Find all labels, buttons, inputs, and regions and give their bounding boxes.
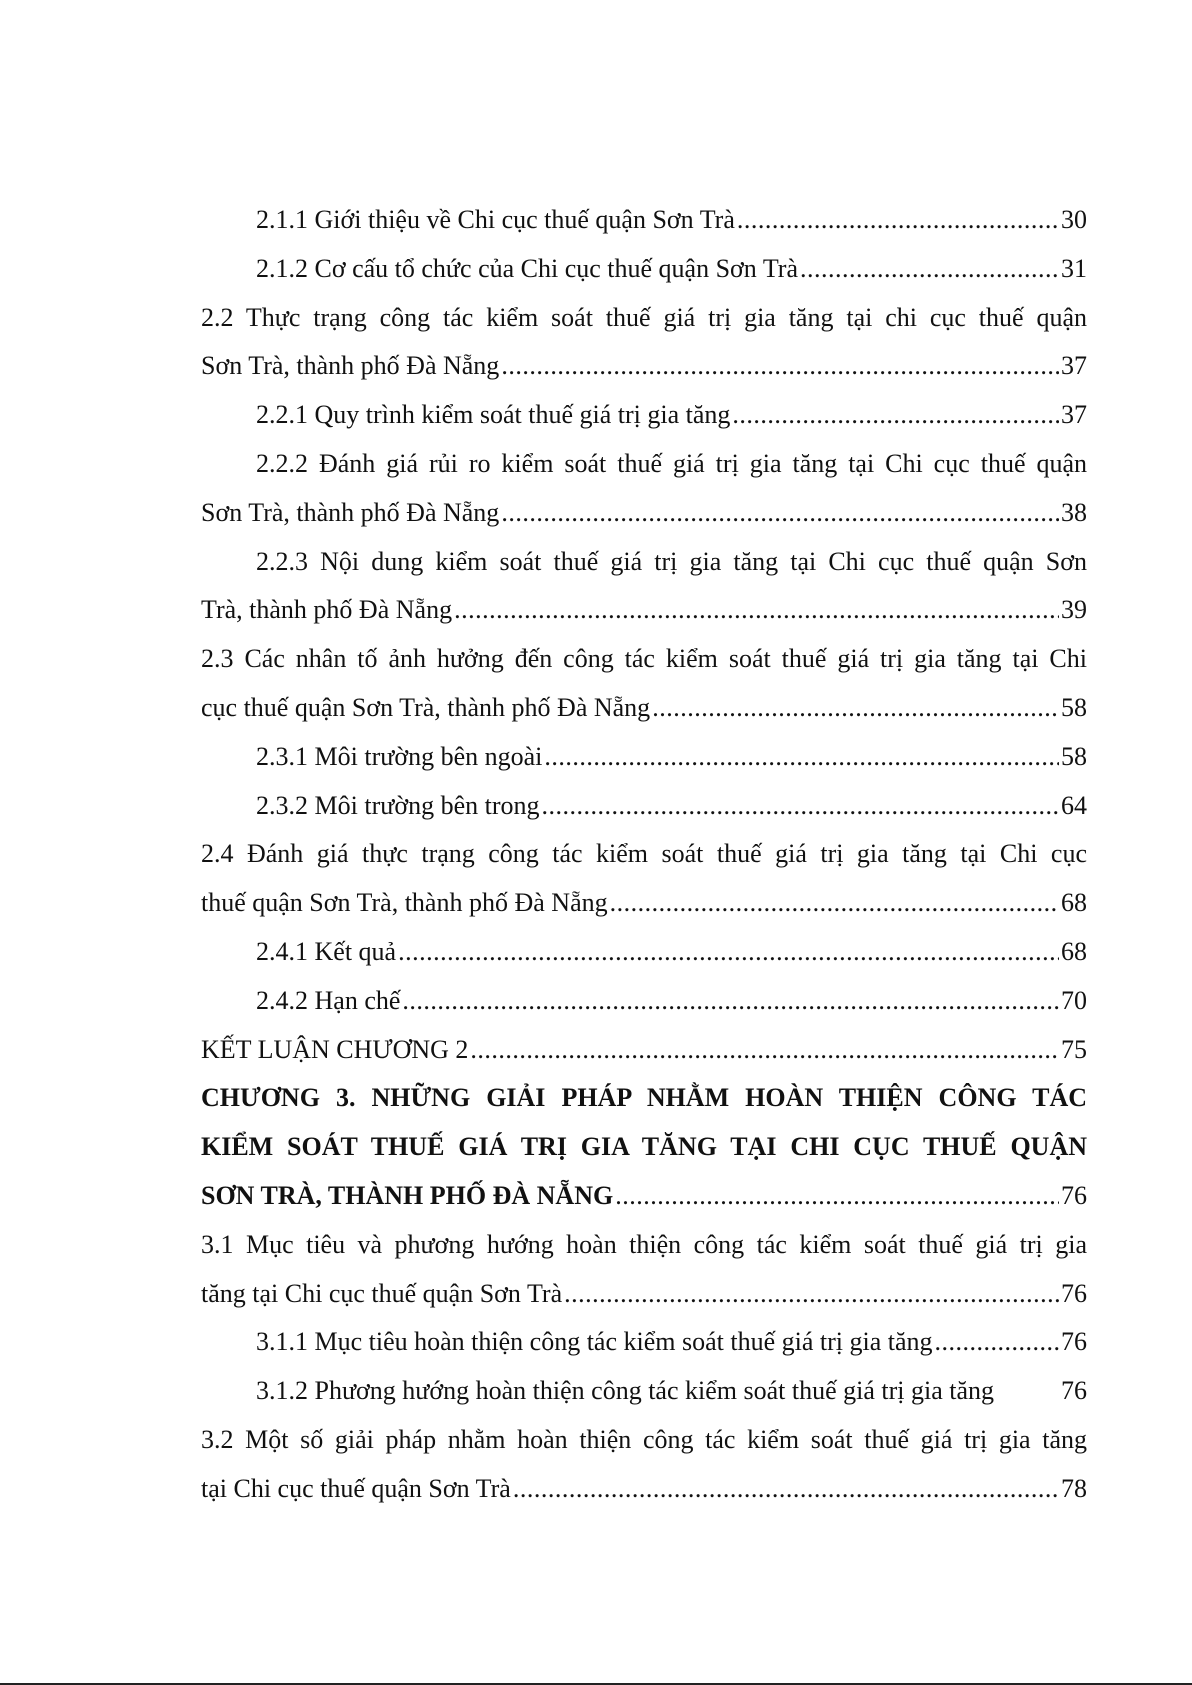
dot-leader (935, 1318, 1059, 1367)
dot-leader (501, 342, 1059, 391)
toc-entry-title-line-2: tăng tại Chi cục thuế quận Sơn Trà (201, 1278, 563, 1308)
toc-entry-2-2-3[interactable] (201, 538, 1087, 636)
toc-page-number: 64 (1061, 790, 1087, 820)
toc-page-number: 76 (1061, 1180, 1087, 1210)
toc-entry-2-3[interactable] (201, 635, 1087, 733)
dot-leader (615, 1172, 1059, 1221)
dot-leader (454, 586, 1059, 635)
toc-entry-title: 2.2.1 Quy trình kiểm soát thuế giá trị gia tăng (256, 400, 731, 430)
toc-page-number: 37 (1061, 400, 1087, 430)
dot-leader (610, 879, 1059, 928)
dot-leader (652, 684, 1059, 733)
toc-entry-title: 2.1.2 Cơ cấu tổ chức của Chi cục thuế quận Sơn Trà (256, 253, 799, 283)
toc-page-number: 75 (1061, 1034, 1087, 1064)
toc-page-number: 76 (1061, 1376, 1087, 1406)
dot-leader (398, 928, 1059, 977)
toc-entry-title: 3.1.2 Phương hướng hoàn thiện công tác kiểm soát thuế giá trị gia tăng (256, 1376, 995, 1406)
dot-leader (564, 1270, 1059, 1319)
toc-entry-3-1-2[interactable] (201, 1367, 1087, 1416)
toc-chapter-title-line-2: KIỂM SOÁT THUẾ GIÁ TRỊ GIA TĂNG TẠI CHI CỤC THUẾ QUẬN (201, 1132, 1087, 1162)
dot-leader (800, 245, 1059, 294)
toc-entry-title-line-1: 3.2 Một số giải pháp nhằm hoàn thiện công tác kiểm soát thuế giá trị gia tăng (201, 1424, 1087, 1454)
toc-entry-3-1[interactable] (201, 1221, 1087, 1319)
toc-page-number: 37 (1061, 351, 1087, 381)
toc-entry-title: KẾT LUẬN CHƯƠNG 2 (201, 1034, 469, 1064)
toc-page-number: 70 (1061, 985, 1087, 1015)
toc-page-number: 58 (1061, 692, 1087, 722)
toc-entry-2-3-1[interactable] (201, 733, 1087, 782)
toc-entry-2-1-1[interactable] (201, 196, 1087, 245)
toc-entry-title-line-1: 2.4 Đánh giá thực trạng công tác kiểm soát thuế giá trị gia tăng tại Chi cục (201, 839, 1087, 869)
toc-entry-title-line-2: Sơn Trà, thành phố Đà Nẵng (201, 351, 500, 381)
toc-page-number: 76 (1061, 1278, 1087, 1308)
dot-leader (737, 196, 1059, 245)
toc-page-number: 78 (1061, 1473, 1087, 1503)
toc-entry-title: 3.1.1 Mục tiêu hoàn thiện công tác kiểm soát thuế giá trị gia tăng (256, 1327, 933, 1357)
toc-entry-title-line-2: tại Chi cục thuế quận Sơn Trà (201, 1473, 511, 1503)
toc-entry-2-4[interactable] (201, 830, 1087, 928)
dot-leader (542, 782, 1060, 831)
toc-entry-title: 2.4.2 Hạn chế (256, 985, 401, 1015)
toc-page-number: 68 (1061, 936, 1087, 966)
toc-entry-title-line-1: 2.2.3 Nội dung kiểm soát thuế giá trị gia tăng tại Chi cục thuế quận Sơn (256, 546, 1087, 576)
toc-page-number: 38 (1061, 497, 1087, 527)
dot-leader (513, 1465, 1059, 1514)
toc-entry-title: 2.3.2 Môi trường bên trong (256, 790, 540, 820)
toc-entry-chuong-3[interactable] (201, 1074, 1087, 1220)
toc-entry-title-line-1: 2.2.2 Đánh giá rủi ro kiểm soát thuế giá trị gia tăng tại Chi cục thuế quận (256, 448, 1087, 478)
toc-chapter-title-line-3: SƠN TRÀ, THÀNH PHỐ ĐÀ NẴNG (201, 1180, 614, 1210)
toc-page-number: 39 (1061, 595, 1087, 625)
toc-entry-2-2-1[interactable] (201, 391, 1087, 440)
toc-entry-2-2-2[interactable] (201, 440, 1087, 538)
toc-entry-3-1-1[interactable] (201, 1318, 1087, 1367)
toc-entry-2-3-2[interactable] (201, 782, 1087, 831)
table-of-contents (201, 196, 1087, 1514)
toc-chapter-title-line-1: CHƯƠNG 3. NHỮNG GIẢI PHÁP NHẰM HOÀN THIỆN CÔNG TÁC (201, 1083, 1087, 1113)
toc-entry-3-2[interactable] (201, 1416, 1087, 1514)
dot-leader (544, 733, 1059, 782)
toc-entry-title-line-2: cục thuế quận Sơn Trà, thành phố Đà Nẵng (201, 692, 651, 722)
toc-entry-2-4-1[interactable] (201, 928, 1087, 977)
toc-entry-title: 2.4.1 Kết quả (256, 936, 397, 966)
toc-entry-2-4-2[interactable] (201, 977, 1087, 1026)
dot-leader (402, 977, 1059, 1026)
toc-entry-title-line-1: 2.3 Các nhân tố ảnh hưởng đến công tác kiểm soát thuế giá trị gia tăng tại Chi (201, 644, 1087, 674)
toc-entry-title-line-2: Trà, thành phố Đà Nẵng (201, 595, 453, 625)
dot-leader (470, 1026, 1059, 1075)
toc-entry-title-line-2: Sơn Trà, thành phố Đà Nẵng (201, 497, 500, 527)
toc-entry-title-line-2: thuế quận Sơn Trà, thành phố Đà Nẵng (201, 888, 608, 918)
toc-entry-ket-luan-chuong-2[interactable] (201, 1026, 1087, 1075)
toc-page-number: 76 (1061, 1327, 1087, 1357)
toc-page-number: 31 (1061, 253, 1087, 283)
toc-entry-title-line-1: 2.2 Thực trạng công tác kiểm soát thuế giá trị gia tăng tại chi cục thuế quận (201, 302, 1087, 332)
toc-entry-2-1-2[interactable] (201, 245, 1087, 294)
dot-leader (501, 489, 1059, 538)
toc-entry-title: 2.1.1 Giới thiệu về Chi cục thuế quận Sơn Trà (256, 205, 735, 234)
toc-page-number: 30 (1061, 205, 1087, 234)
toc-page-number: 58 (1061, 741, 1087, 771)
toc-entry-title: 2.3.1 Môi trường bên ngoài (256, 741, 543, 771)
toc-page-number: 68 (1061, 888, 1087, 918)
toc-entry-2-2[interactable] (201, 294, 1087, 392)
dot-leader (732, 391, 1059, 440)
toc-entry-title-line-1: 3.1 Mục tiêu và phương hướng hoàn thiện công tác kiểm soát thuế giá trị gia (201, 1229, 1087, 1259)
